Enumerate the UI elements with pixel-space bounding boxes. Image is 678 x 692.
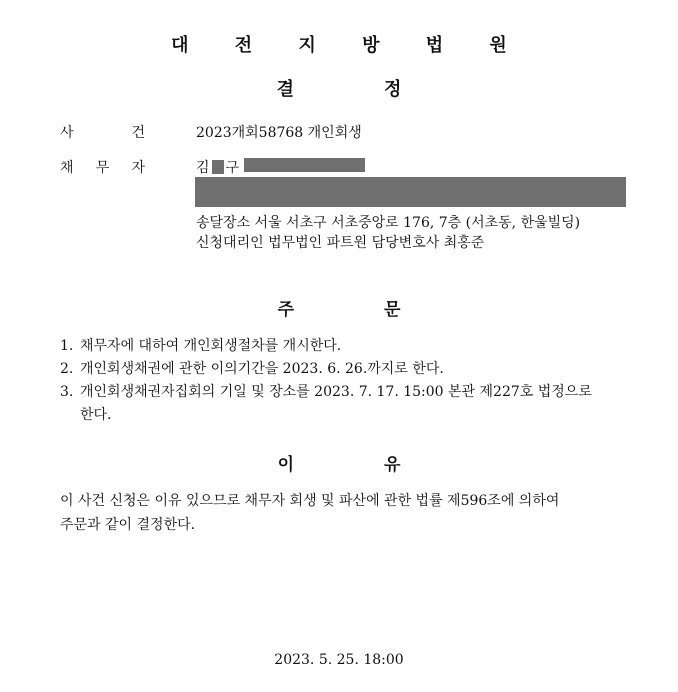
- title-char-left: 결: [276, 79, 294, 100]
- debtor-label: 채 무 자: [60, 160, 145, 176]
- legal-agent: 신청대리인 법무법인 파트원 담당변호사 최홍준: [196, 235, 485, 251]
- court-name: 대 전 지 방 법 원: [171, 35, 527, 56]
- redaction-block: [212, 160, 224, 174]
- redaction-block: [244, 158, 365, 172]
- redaction-block: [195, 177, 626, 207]
- decision-date: 2023. 5. 25. 18:00: [274, 652, 404, 668]
- case-label: 사 건: [60, 125, 145, 141]
- title-char-right: 정: [384, 79, 402, 100]
- order-heading: 주 문: [277, 300, 401, 320]
- document-title: [0, 75, 678, 101]
- reason-text: 이 사건 신청은 이유 있으므로 채무자 회생 및 파산에 관한 법률 제596조에 의하여 주문과 같이 결정한다.: [60, 493, 560, 533]
- order-item: 3. 개인회생채권자집회의 기일 및 장소를 2023. 7. 17. 15:00 본관 제227호 법정으로 한다.: [60, 384, 592, 423]
- case-number: 2023개회58768 개인회생: [196, 125, 362, 141]
- reason-heading: 이 유: [277, 455, 401, 475]
- order-item: 2. 개인회생채권에 관한 이의기간을 2023. 6. 26.까지로 한다.: [60, 361, 444, 377]
- service-address: 송달장소 서울 서초구 서초중앙로 176, 7층 (서초동, 한울빌딩): [196, 215, 581, 231]
- debtor-name: 김 구: [196, 160, 240, 176]
- order-item: 1. 채무자에 대하여 개인회생절차를 개시한다.: [60, 338, 342, 354]
